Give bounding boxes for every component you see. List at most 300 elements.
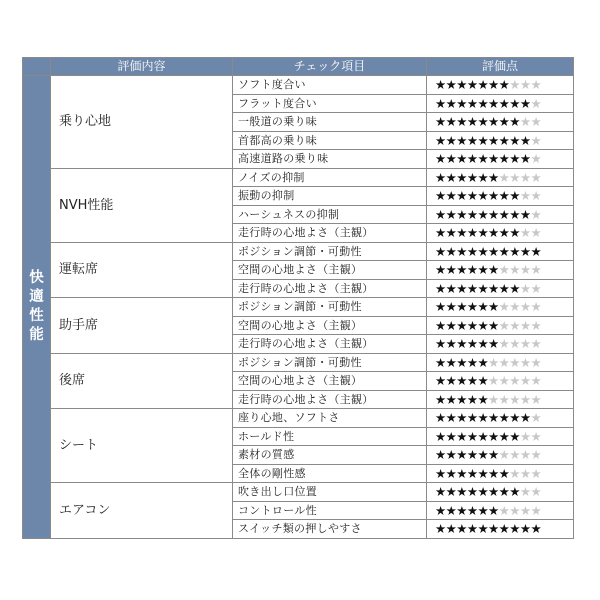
star-filled-icon: ★ [530, 521, 542, 537]
star-empty-icon: ★ [519, 354, 531, 370]
star-filled-icon: ★ [477, 114, 489, 130]
star-filled-icon: ★ [435, 262, 446, 278]
star-rating [427, 446, 574, 465]
star-filled-icon: ★ [435, 114, 446, 130]
star-empty-icon: ★ [530, 373, 542, 389]
check-item-cell: 全体の剛性感 [233, 464, 427, 483]
star-rating [427, 390, 574, 409]
star-filled-icon: ★ [477, 299, 489, 315]
star-empty-icon: ★ [519, 428, 531, 444]
star-filled-icon: ★ [488, 262, 499, 278]
star-filled-icon: ★ [477, 132, 489, 148]
star-filled-icon: ★ [477, 169, 489, 185]
star-empty-icon: ★ [488, 391, 499, 407]
star-filled-icon: ★ [435, 188, 446, 204]
star-empty-icon: ★ [509, 391, 520, 407]
star-empty-icon: ★ [530, 280, 542, 296]
star-empty-icon: ★ [498, 391, 510, 407]
star-filled-icon: ★ [456, 188, 467, 204]
star-filled-icon: ★ [445, 151, 457, 167]
star-filled-icon: ★ [445, 410, 457, 426]
star-empty-icon: ★ [509, 502, 520, 518]
star-filled-icon: ★ [498, 428, 510, 444]
star-empty-icon: ★ [509, 262, 520, 278]
star-filled-icon: ★ [477, 151, 489, 167]
star-filled-icon: ★ [488, 169, 499, 185]
star-filled-icon: ★ [509, 521, 520, 537]
star-empty-icon: ★ [530, 410, 542, 426]
star-filled-icon: ★ [477, 188, 489, 204]
star-filled-icon: ★ [498, 465, 510, 481]
star-filled-icon: ★ [435, 77, 446, 93]
check-item-cell: 空間の心地よさ（主観） [233, 316, 427, 335]
check-item-cell: 走行時の心地よさ（主観） [233, 279, 427, 298]
star-filled-icon: ★ [466, 151, 478, 167]
star-filled-icon: ★ [435, 410, 446, 426]
check-item-cell: ホールド性 [233, 427, 427, 446]
check-item-cell: 走行時の心地よさ（主観） [233, 224, 427, 243]
star-filled-icon: ★ [466, 206, 478, 222]
table-row [23, 409, 574, 428]
star-filled-icon: ★ [488, 410, 499, 426]
star-filled-icon: ★ [466, 354, 478, 370]
star-filled-icon: ★ [477, 428, 489, 444]
star-filled-icon: ★ [456, 336, 467, 352]
star-filled-icon: ★ [456, 114, 467, 130]
star-empty-icon: ★ [530, 151, 542, 167]
star-filled-icon: ★ [477, 354, 489, 370]
star-filled-icon: ★ [435, 465, 446, 481]
star-filled-icon: ★ [445, 447, 457, 463]
star-empty-icon: ★ [509, 77, 520, 93]
table-row [23, 168, 574, 187]
star-empty-icon: ★ [498, 354, 510, 370]
star-rating [427, 168, 574, 187]
check-item-cell: 座り心地、ソフトさ [233, 409, 427, 428]
star-empty-icon: ★ [530, 465, 542, 481]
star-filled-icon: ★ [445, 262, 457, 278]
star-rating [427, 316, 574, 335]
star-filled-icon: ★ [456, 465, 467, 481]
star-filled-icon: ★ [488, 225, 499, 241]
star-empty-icon: ★ [519, 391, 531, 407]
category-cell: 運転席 [51, 242, 233, 298]
check-item-cell: 空間の心地よさ（主観） [233, 261, 427, 280]
rating-table [22, 57, 574, 539]
star-filled-icon: ★ [509, 206, 520, 222]
star-filled-icon: ★ [456, 206, 467, 222]
star-filled-icon: ★ [488, 484, 499, 500]
star-filled-icon: ★ [445, 299, 457, 315]
star-rating [427, 298, 574, 317]
star-filled-icon: ★ [435, 206, 446, 222]
star-filled-icon: ★ [509, 95, 520, 111]
check-item-cell: スイッチ類の押しやすさ [233, 520, 427, 539]
star-empty-icon: ★ [498, 447, 510, 463]
star-empty-icon: ★ [530, 225, 542, 241]
star-filled-icon: ★ [456, 410, 467, 426]
star-filled-icon: ★ [445, 132, 457, 148]
star-rating [427, 427, 574, 446]
star-filled-icon: ★ [466, 502, 478, 518]
star-rating [427, 224, 574, 243]
star-filled-icon: ★ [445, 317, 457, 333]
star-empty-icon: ★ [530, 447, 542, 463]
star-rating [427, 187, 574, 206]
star-filled-icon: ★ [466, 95, 478, 111]
star-filled-icon: ★ [435, 447, 446, 463]
star-empty-icon: ★ [530, 502, 542, 518]
check-item-cell: ノイズの抑制 [233, 168, 427, 187]
star-filled-icon: ★ [466, 132, 478, 148]
table-row [23, 353, 574, 372]
star-filled-icon: ★ [488, 447, 499, 463]
star-filled-icon: ★ [456, 151, 467, 167]
star-filled-icon: ★ [456, 262, 467, 278]
header-category: 評価内容 [51, 58, 233, 76]
star-empty-icon: ★ [530, 188, 542, 204]
star-empty-icon: ★ [530, 354, 542, 370]
star-filled-icon: ★ [435, 354, 446, 370]
header-blank-cell [23, 58, 51, 76]
star-filled-icon: ★ [466, 262, 478, 278]
star-filled-icon: ★ [509, 151, 520, 167]
star-filled-icon: ★ [456, 521, 467, 537]
star-filled-icon: ★ [530, 243, 542, 259]
star-rating [427, 205, 574, 224]
star-filled-icon: ★ [456, 317, 467, 333]
star-filled-icon: ★ [466, 169, 478, 185]
star-empty-icon: ★ [519, 299, 531, 315]
star-filled-icon: ★ [456, 484, 467, 500]
star-filled-icon: ★ [519, 243, 531, 259]
star-filled-icon: ★ [477, 373, 489, 389]
star-filled-icon: ★ [435, 151, 446, 167]
star-empty-icon: ★ [498, 299, 510, 315]
header-score: 評価点 [427, 58, 574, 76]
category-cell: 乗り心地 [51, 76, 233, 169]
star-filled-icon: ★ [488, 151, 499, 167]
check-item-cell: 高速道路の乗り味 [233, 150, 427, 169]
star-filled-icon: ★ [488, 521, 499, 537]
star-filled-icon: ★ [456, 373, 467, 389]
star-empty-icon: ★ [530, 95, 542, 111]
star-rating [427, 483, 574, 502]
star-empty-icon: ★ [530, 132, 542, 148]
star-empty-icon: ★ [509, 465, 520, 481]
star-filled-icon: ★ [488, 336, 499, 352]
star-filled-icon: ★ [509, 410, 520, 426]
star-filled-icon: ★ [445, 391, 457, 407]
star-empty-icon: ★ [530, 77, 542, 93]
star-filled-icon: ★ [445, 95, 457, 111]
star-rating [427, 464, 574, 483]
table-row [23, 242, 574, 261]
star-filled-icon: ★ [477, 521, 489, 537]
star-empty-icon: ★ [509, 169, 520, 185]
star-empty-icon: ★ [519, 317, 531, 333]
star-filled-icon: ★ [477, 465, 489, 481]
star-filled-icon: ★ [477, 280, 489, 296]
star-empty-icon: ★ [509, 447, 520, 463]
star-filled-icon: ★ [445, 465, 457, 481]
star-filled-icon: ★ [509, 188, 520, 204]
star-empty-icon: ★ [519, 484, 531, 500]
star-filled-icon: ★ [488, 317, 499, 333]
star-filled-icon: ★ [456, 95, 467, 111]
table-row [23, 483, 574, 502]
star-filled-icon: ★ [466, 114, 478, 130]
star-empty-icon: ★ [519, 502, 531, 518]
star-filled-icon: ★ [498, 521, 510, 537]
star-filled-icon: ★ [488, 428, 499, 444]
star-filled-icon: ★ [466, 299, 478, 315]
star-filled-icon: ★ [466, 391, 478, 407]
star-empty-icon: ★ [519, 336, 531, 352]
star-empty-icon: ★ [498, 169, 510, 185]
star-rating [427, 372, 574, 391]
star-empty-icon: ★ [530, 169, 542, 185]
star-filled-icon: ★ [445, 354, 457, 370]
check-item-cell: フラット度合い [233, 94, 427, 113]
star-filled-icon: ★ [488, 114, 499, 130]
star-empty-icon: ★ [519, 77, 531, 93]
star-rating [427, 76, 574, 95]
star-filled-icon: ★ [456, 299, 467, 315]
star-empty-icon: ★ [530, 484, 542, 500]
star-filled-icon: ★ [488, 206, 499, 222]
star-filled-icon: ★ [435, 280, 446, 296]
star-empty-icon: ★ [488, 354, 499, 370]
star-empty-icon: ★ [530, 317, 542, 333]
star-filled-icon: ★ [435, 373, 446, 389]
star-rating [427, 353, 574, 372]
star-filled-icon: ★ [488, 280, 499, 296]
category-cell: 後席 [51, 353, 233, 409]
star-filled-icon: ★ [488, 77, 499, 93]
star-filled-icon: ★ [519, 132, 531, 148]
star-filled-icon: ★ [456, 77, 467, 93]
star-filled-icon: ★ [435, 428, 446, 444]
star-filled-icon: ★ [435, 484, 446, 500]
star-filled-icon: ★ [456, 132, 467, 148]
star-empty-icon: ★ [509, 336, 520, 352]
star-filled-icon: ★ [466, 484, 478, 500]
check-item-cell: 走行時の心地よさ（主観） [233, 335, 427, 354]
star-empty-icon: ★ [509, 299, 520, 315]
star-empty-icon: ★ [498, 373, 510, 389]
table-body [23, 76, 574, 539]
header-check-item: チェック項目 [233, 58, 427, 76]
star-filled-icon: ★ [488, 188, 499, 204]
star-filled-icon: ★ [488, 243, 499, 259]
check-item-cell: 走行時の心地よさ（主観） [233, 390, 427, 409]
star-filled-icon: ★ [477, 206, 489, 222]
star-filled-icon: ★ [435, 169, 446, 185]
star-filled-icon: ★ [498, 410, 510, 426]
star-filled-icon: ★ [466, 465, 478, 481]
star-filled-icon: ★ [498, 206, 510, 222]
star-filled-icon: ★ [477, 391, 489, 407]
star-empty-icon: ★ [519, 447, 531, 463]
star-filled-icon: ★ [466, 280, 478, 296]
star-filled-icon: ★ [445, 243, 457, 259]
star-filled-icon: ★ [488, 132, 499, 148]
star-filled-icon: ★ [477, 336, 489, 352]
star-filled-icon: ★ [466, 447, 478, 463]
star-filled-icon: ★ [435, 299, 446, 315]
star-rating [427, 94, 574, 113]
star-filled-icon: ★ [477, 225, 489, 241]
check-item-cell: コントロール性 [233, 501, 427, 520]
star-filled-icon: ★ [509, 243, 520, 259]
star-empty-icon: ★ [509, 373, 520, 389]
star-filled-icon: ★ [498, 280, 510, 296]
star-rating [427, 261, 574, 280]
star-filled-icon: ★ [445, 77, 457, 93]
star-filled-icon: ★ [498, 151, 510, 167]
star-filled-icon: ★ [435, 391, 446, 407]
star-filled-icon: ★ [445, 428, 457, 444]
check-item-cell: ポジション調節・可動性 [233, 298, 427, 317]
star-rating [427, 501, 574, 520]
star-filled-icon: ★ [519, 410, 531, 426]
star-filled-icon: ★ [445, 502, 457, 518]
star-empty-icon: ★ [509, 354, 520, 370]
star-filled-icon: ★ [456, 391, 467, 407]
star-filled-icon: ★ [445, 280, 457, 296]
category-cell: NVH性能 [51, 168, 233, 242]
check-item-cell: 振動の抑制 [233, 187, 427, 206]
category-cell: 助手席 [51, 298, 233, 354]
star-empty-icon: ★ [530, 428, 542, 444]
star-filled-icon: ★ [509, 225, 520, 241]
check-item-cell: ハーシュネスの抑制 [233, 205, 427, 224]
star-empty-icon: ★ [519, 114, 531, 130]
star-empty-icon: ★ [498, 317, 510, 333]
star-filled-icon: ★ [445, 114, 457, 130]
check-item-cell: ポジション調節・可動性 [233, 242, 427, 261]
star-filled-icon: ★ [466, 188, 478, 204]
star-filled-icon: ★ [466, 428, 478, 444]
check-item-cell: ソフト度合い [233, 76, 427, 95]
star-filled-icon: ★ [466, 317, 478, 333]
star-filled-icon: ★ [445, 188, 457, 204]
star-filled-icon: ★ [435, 243, 446, 259]
star-filled-icon: ★ [509, 428, 520, 444]
star-filled-icon: ★ [498, 188, 510, 204]
star-filled-icon: ★ [445, 336, 457, 352]
star-empty-icon: ★ [488, 373, 499, 389]
star-filled-icon: ★ [456, 447, 467, 463]
star-empty-icon: ★ [519, 280, 531, 296]
check-item-cell: 空間の心地よさ（主観） [233, 372, 427, 391]
star-empty-icon: ★ [509, 317, 520, 333]
star-filled-icon: ★ [466, 521, 478, 537]
star-filled-icon: ★ [466, 225, 478, 241]
star-empty-icon: ★ [498, 336, 510, 352]
star-filled-icon: ★ [509, 132, 520, 148]
check-item-cell: 吹き出し口位置 [233, 483, 427, 502]
star-filled-icon: ★ [445, 373, 457, 389]
star-rating [427, 520, 574, 539]
star-filled-icon: ★ [435, 317, 446, 333]
star-filled-icon: ★ [456, 169, 467, 185]
star-filled-icon: ★ [466, 373, 478, 389]
star-filled-icon: ★ [519, 95, 531, 111]
check-item-cell: 一般道の乗り味 [233, 113, 427, 132]
star-filled-icon: ★ [445, 206, 457, 222]
star-rating [427, 150, 574, 169]
star-empty-icon: ★ [519, 188, 531, 204]
star-filled-icon: ★ [456, 428, 467, 444]
star-filled-icon: ★ [488, 502, 499, 518]
star-filled-icon: ★ [477, 95, 489, 111]
star-filled-icon: ★ [445, 169, 457, 185]
star-empty-icon: ★ [530, 391, 542, 407]
star-filled-icon: ★ [509, 484, 520, 500]
star-empty-icon: ★ [519, 225, 531, 241]
star-filled-icon: ★ [435, 132, 446, 148]
star-rating [427, 335, 574, 354]
star-filled-icon: ★ [488, 95, 499, 111]
star-filled-icon: ★ [435, 336, 446, 352]
star-filled-icon: ★ [477, 410, 489, 426]
star-filled-icon: ★ [477, 77, 489, 93]
star-empty-icon: ★ [530, 262, 542, 278]
category-cell: エアコン [51, 483, 233, 539]
header-row [23, 58, 574, 76]
star-filled-icon: ★ [456, 225, 467, 241]
star-filled-icon: ★ [445, 521, 457, 537]
table-row [23, 298, 574, 317]
star-empty-icon: ★ [530, 206, 542, 222]
star-empty-icon: ★ [519, 262, 531, 278]
star-filled-icon: ★ [488, 299, 499, 315]
star-empty-icon: ★ [530, 299, 542, 315]
star-filled-icon: ★ [456, 354, 467, 370]
star-filled-icon: ★ [435, 521, 446, 537]
star-filled-icon: ★ [445, 484, 457, 500]
category-cell: シート [51, 409, 233, 483]
star-rating [427, 242, 574, 261]
star-filled-icon: ★ [498, 484, 510, 500]
star-filled-icon: ★ [477, 262, 489, 278]
star-rating [427, 279, 574, 298]
star-filled-icon: ★ [498, 243, 510, 259]
star-filled-icon: ★ [509, 114, 520, 130]
star-filled-icon: ★ [466, 336, 478, 352]
star-filled-icon: ★ [435, 502, 446, 518]
star-filled-icon: ★ [445, 225, 457, 241]
star-empty-icon: ★ [498, 262, 510, 278]
star-filled-icon: ★ [498, 114, 510, 130]
star-filled-icon: ★ [466, 243, 478, 259]
star-empty-icon: ★ [530, 114, 542, 130]
star-filled-icon: ★ [456, 243, 467, 259]
star-filled-icon: ★ [456, 280, 467, 296]
star-empty-icon: ★ [530, 336, 542, 352]
star-empty-icon: ★ [519, 465, 531, 481]
star-filled-icon: ★ [456, 502, 467, 518]
check-item-cell: ポジション調節・可動性 [233, 353, 427, 372]
star-filled-icon: ★ [498, 132, 510, 148]
star-filled-icon: ★ [498, 77, 510, 93]
star-rating [427, 409, 574, 428]
check-item-cell: 首都高の乗り味 [233, 131, 427, 150]
star-filled-icon: ★ [435, 225, 446, 241]
star-filled-icon: ★ [488, 465, 499, 481]
